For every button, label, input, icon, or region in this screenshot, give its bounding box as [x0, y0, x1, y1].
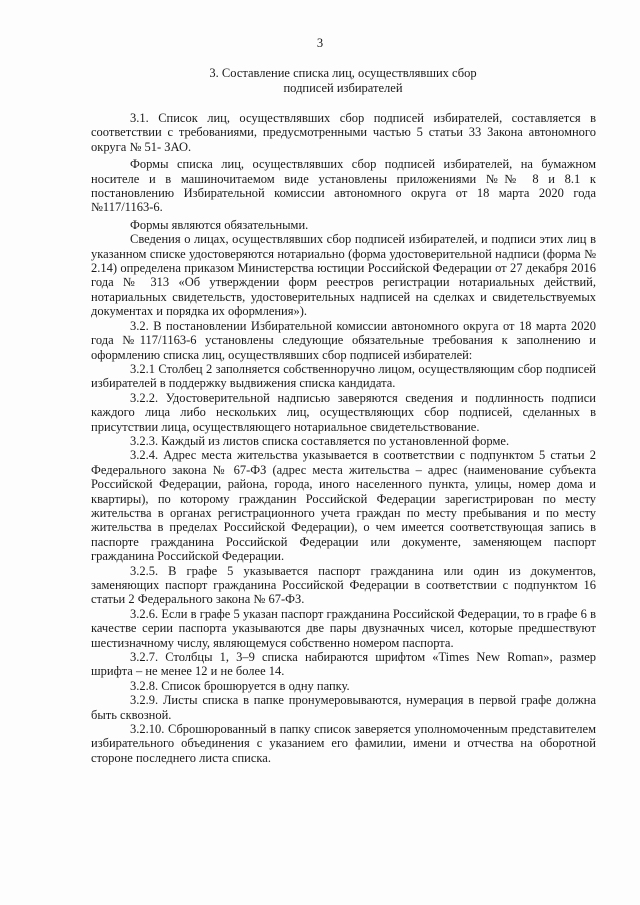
- paragraph-3-2-9: 3.2.9. Листы списка в папке пронумеровываются, нумерация в первой графе должна быть сквозной.: [91, 693, 596, 722]
- paragraph-notary-info: Сведения о лицах, осуществлявших сбор подписей избирателей, и подписи этих лиц в указанном списке удостоверяются нотариально (форма удостоверительной надписи (форма № 2.14) определена приказом Министерства юстиции Российской Федерации от 27 декабря 2016 года № 313 «Об утверждении форм реестров регистрации нотариальных действий, нотариальных свидетельств, удостоверительных надписей на сделках и свидетельствуемых документах и порядка их оформления»).: [91, 232, 596, 319]
- section-title: [90, 66, 596, 96]
- paragraph-3-2-7: 3.2.7. Столбцы 1, 3–9 списка набираются шрифтом «Times New Roman», размер шрифта – не менее 12 и не более 14.: [91, 650, 596, 679]
- page-number: 3: [316, 36, 324, 50]
- paragraph-3-2-3: 3.2.3. Каждый из листов списка составляется по установленной форме.: [130, 433, 510, 448]
- paragraph-3-2-2: 3.2.2. Удостоверительной надписью заверяются сведения и подлинность подписи каждого лица либо нескольких лиц, осуществляющих сбор подписей, сделанных в присутствии лица, осуществляющего нотариальное свидетельствование.: [91, 390, 596, 434]
- paragraph-3-2-4: 3.2.4. Адрес места жительства указывается в соответствии с подпунктом 5 статьи 2 Федерального закона № 67-ФЗ (адрес места жительства – адрес (наименование субъекта Российской Федерации, района, города, иного населенного пункта, улицы, номер дома и квартиры), по которому гражданин Российской Федерации зарегистрирован по месту жительства в органах регистрационного учета граждан по месту пребывания и по месту жительства в пределах Российской Федерации), о чем имеется соответствующая запись в паспорте гражданина Российской Федерации или документе, заменяющем паспорт гражданина Российской Федерации.: [91, 448, 596, 564]
- section-title-line-1: 3. Составление списка лиц, осуществлявших сбор: [209, 66, 477, 80]
- paragraph-forms: Формы списка лиц, осуществлявших сбор подписей избирателей, на бумажном носителе и в машиночитаемом виде установлены приложениями №№ 8 и 8.1 к постановлению Избирательной комиссии автономного округа от 18 марта 2020 года №117/1163-6.: [91, 157, 596, 215]
- paragraph-3-2-1: 3.2.1 Столбец 2 заполняется собственноручно лицом, осуществляющим сбор подписей избирателей в поддержку выдвижения списка кандидата.: [91, 361, 596, 391]
- paragraph-forms-mandatory: Формы являются обязательными.: [130, 217, 309, 232]
- paragraph-3-2-6: 3.2.6. Если в графе 5 указан паспорт гражданина Российской Федерации, то в графе 6 в качестве серии паспорта указываются две пары двузначных чисел, которые предшествуют шестизначному числу, являющемуся собственно номером паспорта.: [91, 606, 596, 650]
- paragraph-3-2-8: 3.2.8. Список брошюруется в одну папку.: [130, 678, 350, 693]
- document-body: [91, 111, 596, 765]
- paragraph-3-1: 3.1. Список лиц, осуществлявших сбор подписей избирателей, составляется в соответствии с требованиями, предусмотренными частью 5 статьи 33 Закона автономного округа № 51- ЗАО.: [91, 111, 596, 154]
- paragraph-3-2-10: 3.2.10. Сброшюрованный в папку список заверяется уполномоченным представителем избирательного объединения с указанием его фамилии, имени и отчества на оборотной стороне последнего листа списка.: [91, 722, 596, 765]
- paragraph-3-2: 3.2. В постановлении Избирательной комиссии автономного округа от 18 марта 2020 года №117/1163-6 установлены следующие обязательные требования к заполнению и оформлению списка лиц, осуществлявших сбор подписей избирателей:: [91, 318, 596, 362]
- section-title-line-2: подписей избирателей: [283, 81, 403, 95]
- paragraph-3-2-5: 3.2.5. В графе 5 указывается паспорт гражданина или один из документов, заменяющих паспорт гражданина Российской Федерации в соответствии с подпунктом 16 статьи 2 Федерального закона № 67-ФЗ.: [91, 563, 596, 607]
